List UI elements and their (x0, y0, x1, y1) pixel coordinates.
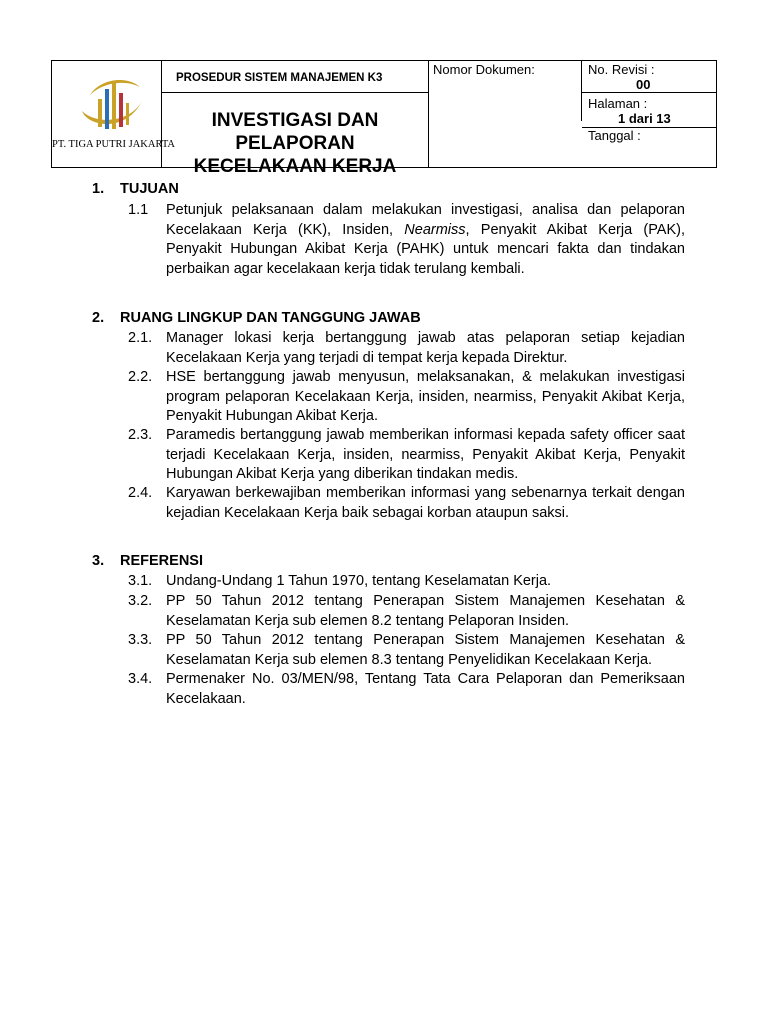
item-number: 3.1. (128, 573, 153, 589)
section-number: 2. (92, 310, 105, 326)
list-item (128, 484, 685, 523)
list-item (128, 426, 685, 485)
company-name: PT. TIGA PUTRI JAKARTA (52, 139, 175, 150)
item-text: Permenaker No. 03/MEN/98, Tentang Tata Cara Pelaporan dan Pemeriksaan Kecelakaan. (166, 671, 685, 707)
item-number: 2.4. (128, 485, 153, 501)
title-line-1: INVESTIGASI DAN PELAPORAN (211, 110, 379, 154)
item-number: 2.2. (128, 369, 153, 385)
list-item (128, 329, 685, 368)
list-item (128, 631, 685, 670)
item-number: 3.2. (128, 593, 153, 609)
page-value: 1 dari 13 (618, 111, 671, 126)
list-item (128, 201, 685, 279)
item-number: 3.3. (128, 632, 153, 648)
list-item (128, 670, 685, 709)
item-text: Manager lokasi kerja bertanggung jawab atas pelaporan setiap kejadian Kecelakaan Kerja yang terjadi di tempat kerja kepada Direktur. (166, 330, 685, 366)
revision-cell (582, 61, 717, 93)
item-text: Karyawan berkewajiban memberikan informasi yang sebenarnya terkait dengan kejadian Kecelakaan Kerja baik sebagai korban ataupun saksi. (166, 485, 685, 521)
section-heading (92, 553, 203, 569)
item-text: PP 50 Tahun 2012 tentang Penerapan Sistem Manajemen Kesehatan & Keselamatan Kerja sub elemen 8.3 tentang Penyelidikan Kecelakaan Kerja. (166, 632, 685, 668)
section-title: REFERENSI (120, 553, 203, 569)
section-number: 3. (92, 553, 105, 569)
page-cell (582, 93, 717, 167)
item-number: 2.1. (128, 330, 153, 346)
document-title (162, 93, 429, 177)
date-label: Tanggal : (588, 128, 641, 143)
section-title: RUANG LINGKUP DAN TANGGUNG JAWAB (120, 310, 421, 326)
list-item (128, 368, 685, 427)
section-heading (92, 310, 421, 326)
item-number: 2.3. (128, 427, 153, 443)
document-header (51, 60, 717, 177)
revision-label: No. Revisi : (588, 62, 655, 77)
title-line-2: KECELAKAAN KERJA (193, 156, 397, 177)
company-logo-icon (76, 71, 146, 135)
section-number: 1. (92, 181, 105, 197)
item-text: HSE bertanggung jawab menyusun, melaksanakan, & melakukan investigasi program pelaporan Kecelakaan Kerja, insiden, nearmiss, Penyakit Akibat Kerja, Penyakit Hubungan Akibat Kerja. (166, 369, 685, 424)
section-heading (92, 181, 179, 197)
list-item (128, 572, 685, 592)
page-label: Halaman : (588, 96, 648, 111)
company-logo-cell (52, 61, 175, 167)
item-text: PP 50 Tahun 2012 tentang Penerapan Sistem Manajemen Kesehatan & Keselamatan Kerja sub elemen 8.2 tentang Pelaporan Insiden. (166, 593, 685, 629)
item-text: Undang-Undang 1 Tahun 1970, tentang Keselamatan Kerja. (166, 573, 552, 589)
item-text: Petunjuk pelaksanaan dalam melakukan investigasi, analisa dan pelaporan Kecelakaan Kerja (KK), Insiden, Nearmiss, Penyakit Akibat Kerja (PAK), Penyakit Hubungan Akibat Kerja (PAHK) untuk mencari fakta dan tindakan perbaikan agar kecelakaan kerja tidak terulang kembali. (166, 202, 685, 277)
item-number: 1.1 (128, 202, 149, 218)
item-number: 3.4. (128, 671, 153, 687)
revision-value: 00 (636, 77, 651, 92)
list-item (128, 592, 685, 631)
system-name: PROSEDUR SISTEM MANAJEMEN K3 (162, 61, 429, 93)
item-text: Paramedis bertanggung jawab memberikan informasi kepada safety officer saat terjadi Kecelakaan Kerja, insiden, nearmiss, Penyakit Akibat Kerja, Penyakit Hubungan Akibat Kerja yang diberikan tindakan medis. (166, 427, 685, 482)
doc-number-label: Nomor Dokumen: (429, 61, 582, 121)
section-title: TUJUAN (120, 181, 179, 197)
